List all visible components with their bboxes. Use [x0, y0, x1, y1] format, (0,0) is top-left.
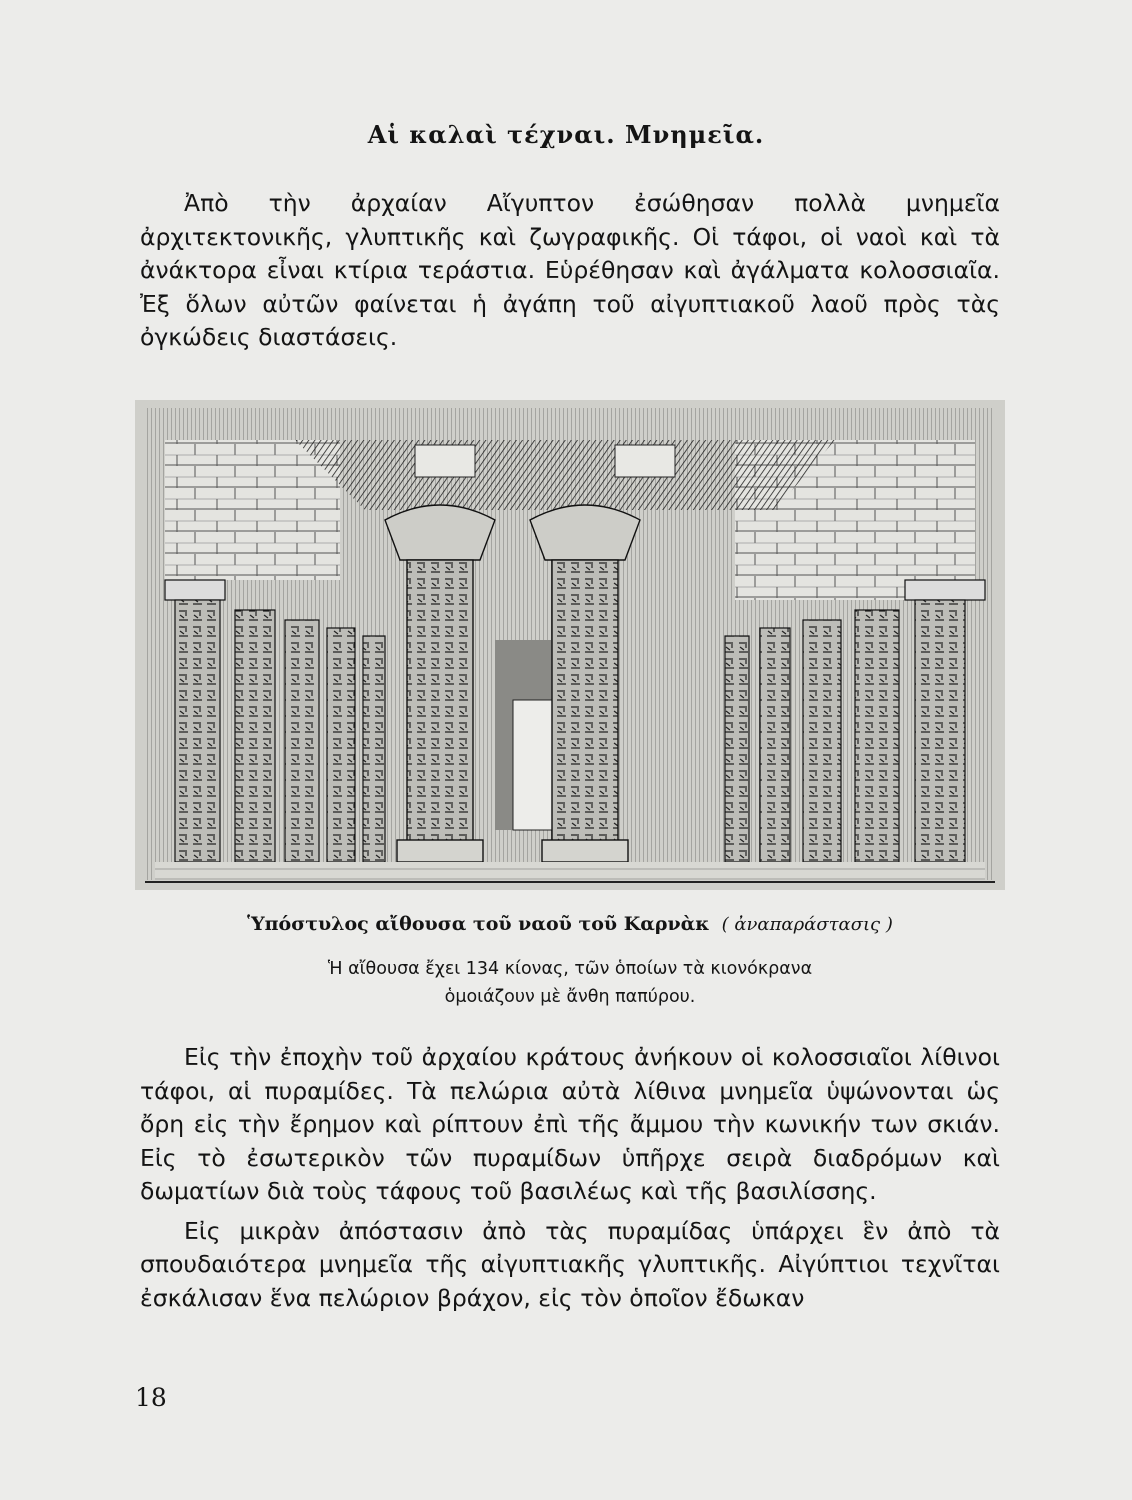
caption-line-1: Ἡ αἴθουσα ἔχει 134 κίονας, τῶν ὁποίων τὰ κιονόκρανα: [327, 959, 813, 979]
figure-caption-title: [140, 913, 1000, 935]
paragraph-text: Ἀπὸ τὴν ἀρχαίαν Αἴγυπτον ἐσώθησαν πολλὰ μνημεῖα ἀρχιτεκτονικῆς, γλυπτικῆς καὶ ζωγραφικῆς. Οἱ τάφοι, οἱ ναοὶ καὶ τὰ ἀνάκτορα εἶναι κτίρια τεράστια. Εὑρέθησαν καὶ ἀγάλματα κολοσσιαῖα. Ἐξ ὅλων αὐτῶν φαίνεται ἡ ἀγάπη τοῦ αἰγυπτιακοῦ λαοῦ πρὸς τὰς ὀγκώδεις διαστάσεις.: [140, 189, 1000, 351]
karnak-hall-illustration: [135, 400, 1005, 890]
hypostyle-hall-engraving: [135, 400, 1005, 890]
pyramids-paragraph: Εἰς τὴν ἐποχὴν τοῦ ἀρχαίου κράτους ἀνήκουν οἱ κολοσσιαῖοι λίθινοι τάφοι, αἱ πυραμίδες. Τὰ πελώρια αὐτὰ λίθινα μνημεῖα ὑψώνονται ὡς ὄρη εἰς τὴν ἔρημον καὶ ρίπτουν ἐπὶ τῆς ἄμμου τὴν κωνικήν των σκιάν. Εἰς τὸ ἐσωτερικὸν τῶν πυραμίδων ὑπῆρχε σειρὰ διαδρόμων καὶ δωματίων διὰ τοὺς τάφους τοῦ βασιλέως καὶ τῆς βασιλίσσης.: [140, 1043, 1000, 1205]
section-heading: Αἱ καλαὶ τέχναι. Μνημεῖα.: [367, 120, 765, 149]
caption-title: Ὑπόστυλος αἴθουσα τοῦ ναοῦ τοῦ Καρνὰκ: [247, 913, 710, 935]
body-paragraphs: [140, 1041, 1000, 1315]
intro-paragraph: [140, 187, 1000, 355]
caption-line-2: ὁμοιάζουν μὲ ἄνθη παπύρου.: [444, 987, 696, 1007]
caption-subtitle: ( ἀναπαράστασις ): [721, 914, 893, 935]
page-number: 18: [135, 1383, 167, 1412]
sculpture-paragraph: Εἰς μικρὰν ἀπόστασιν ἀπὸ τὰς πυραμίδας ὑπάρχει ἓν ἀπὸ τὰ σπουδαιότερα μνημεῖα τῆς αἰγυπτιακῆς γλυπτικῆς. Αἰγύπτιοι τεχνῖται ἐσκάλισαν ἕνα πελώριον βράχον, εἰς τὸν ὁποῖον ἔδωκαν: [140, 1216, 1000, 1312]
